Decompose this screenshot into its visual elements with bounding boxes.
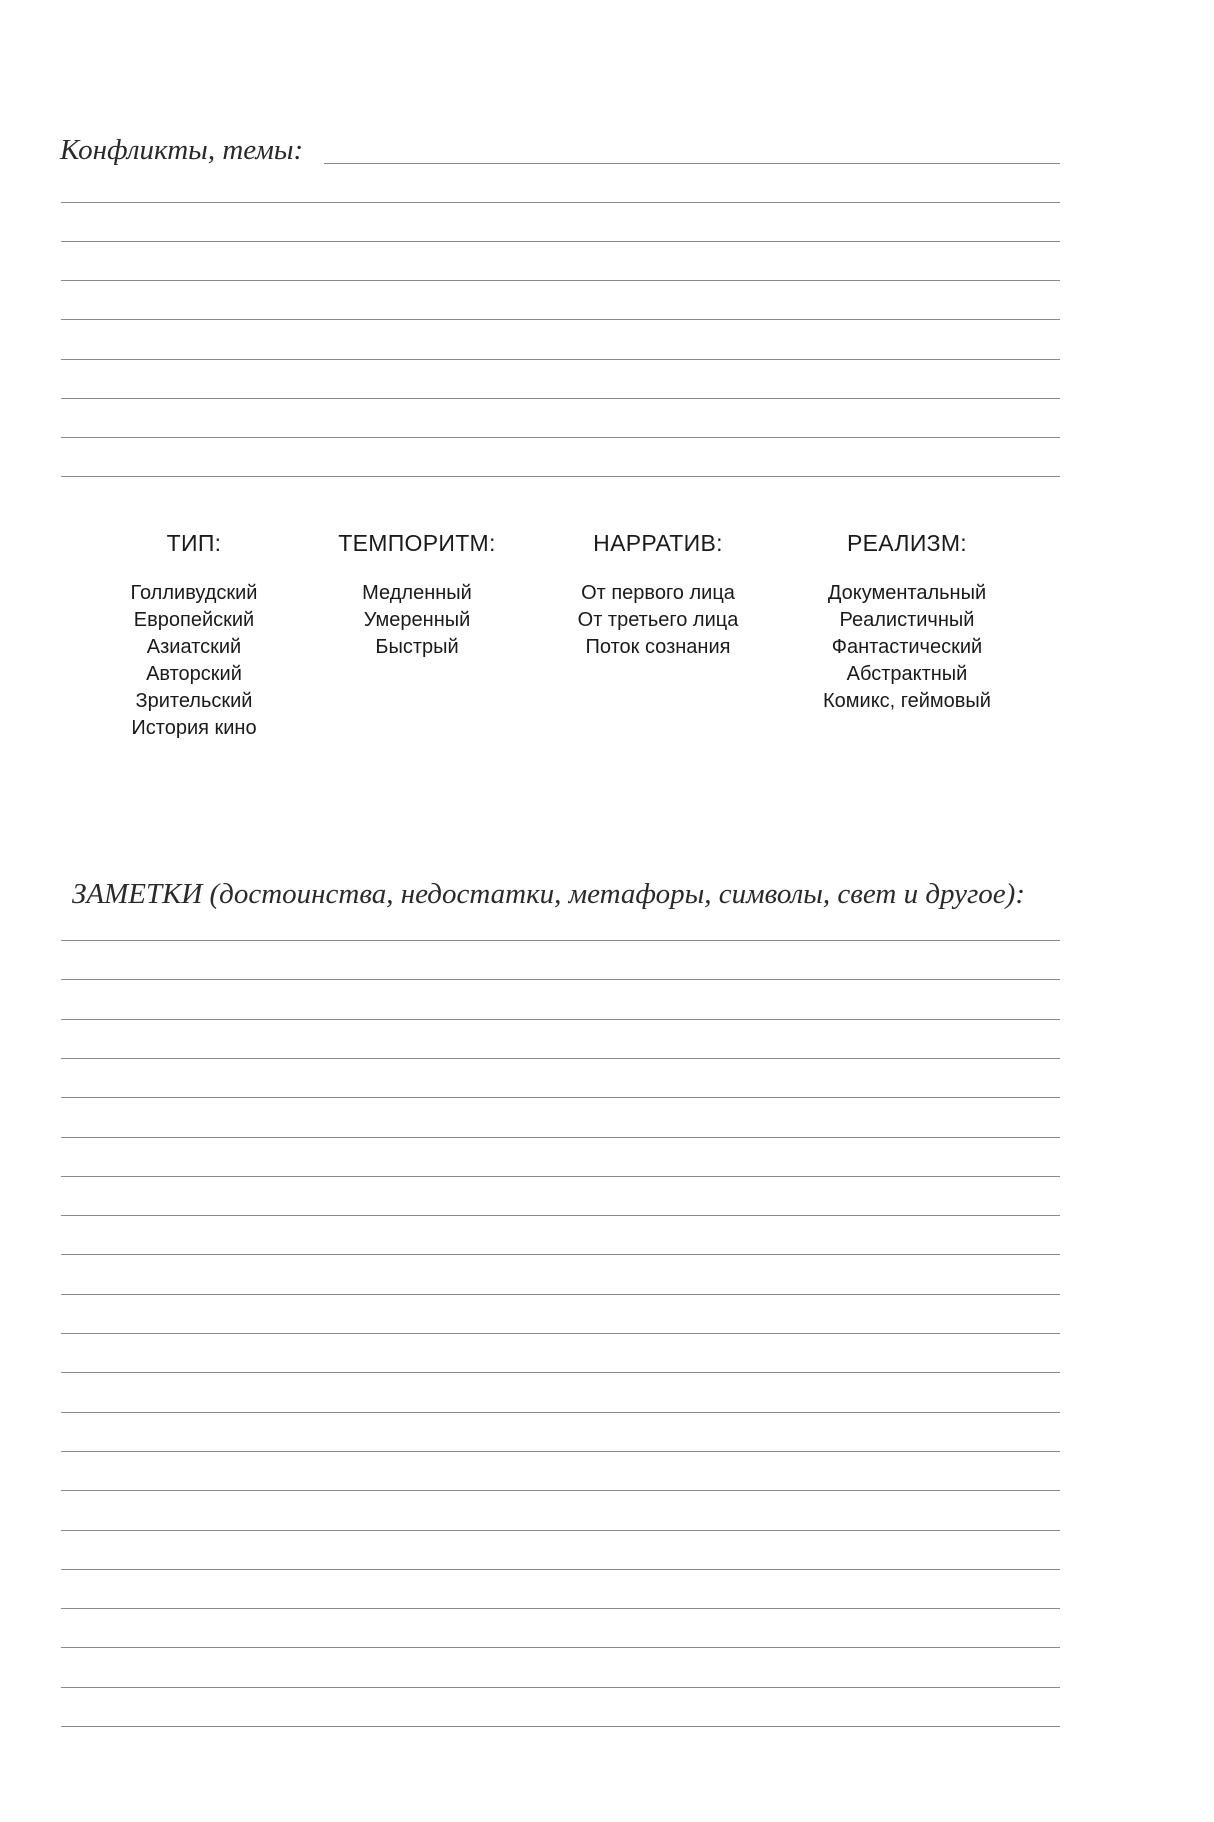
writing-line[interactable] bbox=[61, 1019, 1060, 1020]
category-heading: РЕАЛИЗМ: bbox=[847, 530, 967, 556]
category-type bbox=[74, 528, 314, 742]
category-item: Реалистичный bbox=[839, 609, 975, 631]
category-columns bbox=[0, 528, 1214, 748]
writing-line[interactable] bbox=[61, 1176, 1060, 1177]
writing-line[interactable] bbox=[61, 1254, 1060, 1255]
category-item: От третьего лица bbox=[577, 609, 739, 631]
writing-line[interactable] bbox=[61, 1569, 1060, 1570]
category-item: Азиатский bbox=[146, 636, 242, 658]
category-narrative bbox=[538, 528, 778, 661]
category-heading: ТИП: bbox=[166, 530, 222, 556]
conflicts-label: Конфликты, темы: bbox=[60, 134, 304, 166]
writing-line[interactable] bbox=[61, 1530, 1060, 1531]
category-list bbox=[74, 580, 314, 742]
writing-line[interactable] bbox=[61, 940, 1060, 941]
category-heading: ТЕМПОРИТМ: bbox=[338, 530, 496, 556]
writing-line[interactable] bbox=[61, 476, 1060, 477]
writing-line[interactable] bbox=[61, 1333, 1060, 1334]
writing-line[interactable] bbox=[61, 398, 1060, 399]
category-item: История кино bbox=[131, 717, 257, 739]
category-item: От первого лица bbox=[581, 582, 735, 604]
writing-line[interactable] bbox=[61, 1294, 1060, 1295]
writing-line[interactable] bbox=[61, 1097, 1060, 1098]
writing-line[interactable] bbox=[324, 163, 1060, 164]
writing-line[interactable] bbox=[61, 319, 1060, 320]
category-item: Документальный bbox=[827, 582, 987, 604]
writing-line[interactable] bbox=[61, 241, 1060, 242]
category-item: Европейский bbox=[133, 609, 255, 631]
writing-line[interactable] bbox=[61, 1058, 1060, 1059]
category-item: Фантастический bbox=[831, 636, 983, 658]
category-item: Медленный bbox=[362, 582, 472, 604]
writing-line[interactable] bbox=[61, 1608, 1060, 1609]
writing-line[interactable] bbox=[61, 1687, 1060, 1688]
writing-line[interactable] bbox=[61, 1412, 1060, 1413]
category-item: Умеренный bbox=[363, 609, 471, 631]
category-item: Голливудский bbox=[130, 582, 258, 604]
writing-line[interactable] bbox=[61, 1726, 1060, 1727]
writing-line[interactable] bbox=[61, 1137, 1060, 1138]
category-tempo bbox=[297, 528, 537, 661]
writing-line[interactable] bbox=[61, 437, 1060, 438]
writing-line[interactable] bbox=[61, 1372, 1060, 1373]
category-item: Поток сознания bbox=[585, 636, 731, 658]
category-list bbox=[787, 580, 1027, 715]
writing-line[interactable] bbox=[61, 1647, 1060, 1648]
category-item: Авторский bbox=[146, 663, 242, 685]
notes-label: ЗАМЕТКИ (достоинства, недостатки, метафоры, символы, свет и другое): bbox=[72, 878, 1025, 910]
category-list bbox=[538, 580, 778, 661]
writing-line[interactable] bbox=[61, 359, 1060, 360]
category-item: Зрительский bbox=[135, 690, 253, 712]
writing-line[interactable] bbox=[61, 280, 1060, 281]
category-item: Абстрактный bbox=[846, 663, 968, 685]
category-item: Комикс, геймовый bbox=[823, 690, 991, 712]
writing-line[interactable] bbox=[61, 1490, 1060, 1491]
category-realism bbox=[787, 528, 1027, 715]
category-list bbox=[297, 580, 537, 661]
writing-line[interactable] bbox=[61, 202, 1060, 203]
category-item: Быстрый bbox=[375, 636, 459, 658]
writing-line[interactable] bbox=[61, 979, 1060, 980]
writing-line[interactable] bbox=[61, 1451, 1060, 1452]
category-heading: НАРРАТИВ: bbox=[593, 530, 723, 556]
writing-line[interactable] bbox=[61, 1215, 1060, 1216]
